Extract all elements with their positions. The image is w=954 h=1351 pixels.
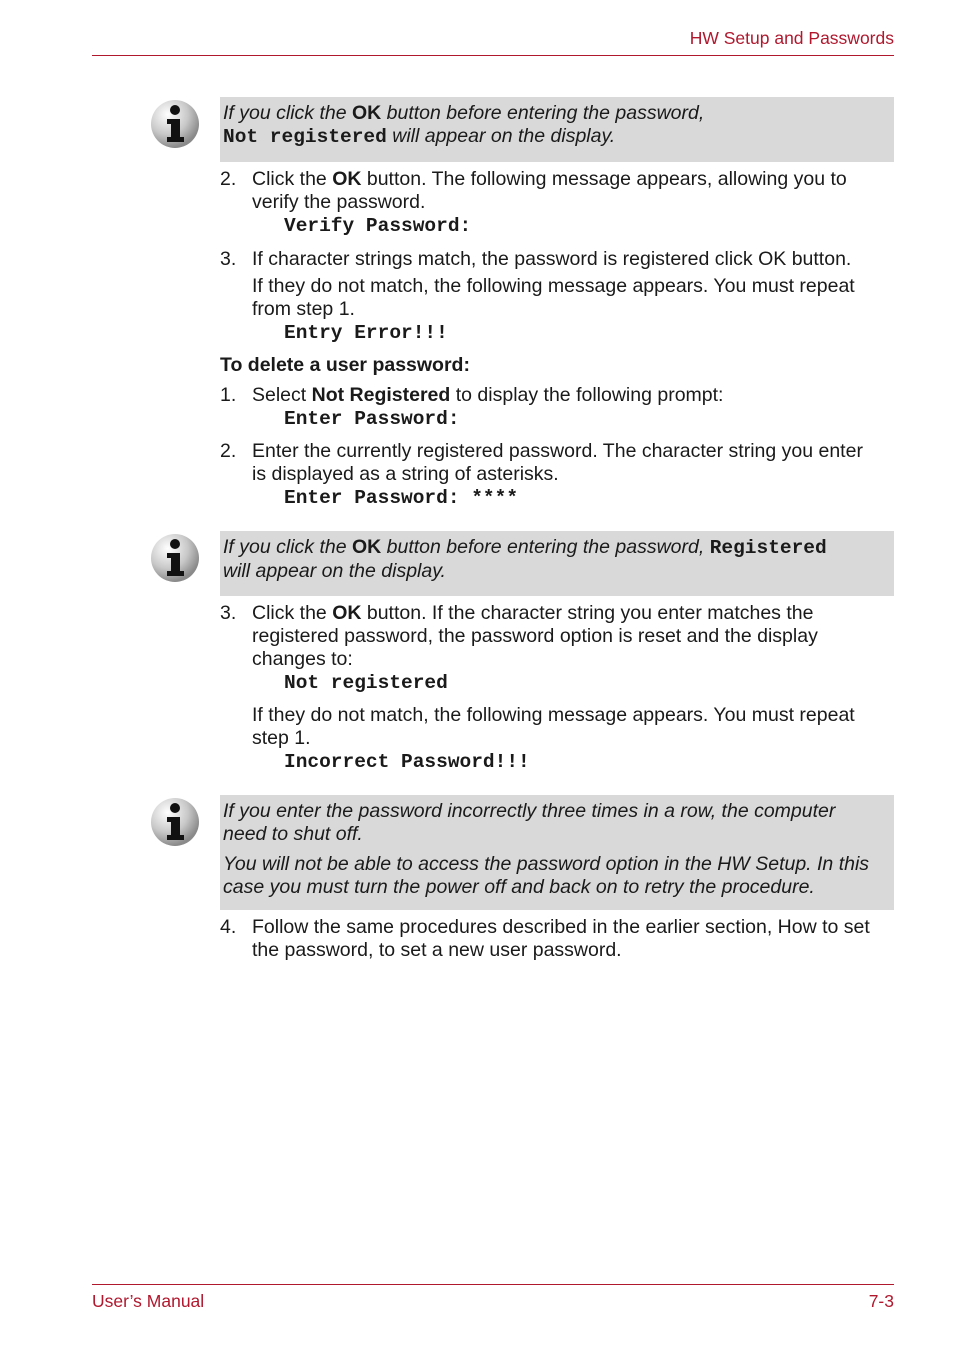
list-item-text: the password, to set a new user password. <box>252 939 622 961</box>
footer-manual-title: User’s Manual <box>92 1291 205 1311</box>
list-item-text: verify the password. <box>252 191 426 213</box>
running-header: HW Setup and Passwords <box>689 28 894 48</box>
footer-rule <box>92 1284 894 1285</box>
ok-label: OK <box>351 102 382 124</box>
list-item-text: is displayed as a string of asterisks. <box>252 463 559 485</box>
list-number: 3. <box>220 602 237 624</box>
text: Select <box>252 384 312 406</box>
list-item-text: step 1. <box>252 727 311 749</box>
bold-term: Not Registered <box>311 384 451 406</box>
list-item-text <box>252 168 892 191</box>
info-icon <box>150 99 200 149</box>
page-number: 7-3 <box>868 1291 894 1311</box>
list-item-text: registered password, the password option is reset and the display <box>252 625 818 647</box>
list-item-text: from step 1. <box>252 298 355 320</box>
code-line: Not registered <box>284 672 448 694</box>
list-item-text <box>252 384 892 407</box>
note-line: will appear on the display. <box>223 560 446 582</box>
info-icon <box>150 533 200 583</box>
text: Click the <box>252 168 333 190</box>
code-line: Incorrect Password!!! <box>284 751 530 773</box>
list-item-text: Follow the same procedures described in the earlier section, How to set <box>252 916 870 938</box>
ok-label: OK <box>332 168 362 190</box>
note-text: button before entering the password, <box>381 536 710 558</box>
note-line: case you must turn the power off and back on to retry the procedure. <box>223 876 815 898</box>
code-line: Enter Password: <box>284 408 460 430</box>
note-line <box>223 125 888 149</box>
header-rule <box>92 55 894 56</box>
list-number: 2. <box>220 168 237 190</box>
text: button. The following message appears, allowing you to <box>361 168 847 190</box>
note-text: button before entering the password, <box>381 102 705 124</box>
info-icon <box>150 797 200 847</box>
code-inline: Not registered <box>223 126 387 148</box>
note-box-2 <box>220 531 894 596</box>
note-box-3 <box>220 795 894 910</box>
note-line <box>223 536 888 560</box>
list-item-text: Enter the currently registered password. The character string you enter <box>252 440 863 462</box>
list-number: 2. <box>220 440 237 462</box>
list-item-text: If character strings match, the password is registered click OK button. <box>252 248 852 270</box>
note-box-1 <box>220 97 894 162</box>
note-text: will appear on the display. <box>386 125 616 147</box>
code-line: Entry Error!!! <box>284 322 448 344</box>
list-item-text: If they do not match, the following message appears. You must repeat <box>252 704 855 726</box>
code-line: Enter Password: **** <box>284 487 519 509</box>
code-inline: Registered <box>709 537 827 559</box>
note-text: If you click the <box>223 536 352 558</box>
note-line: You will not be able to access the password option in the HW Setup. In this <box>223 853 870 875</box>
note-line <box>223 102 888 125</box>
note-line: If you enter the password incorrectly three times in a row, the computer <box>223 800 836 822</box>
list-number: 4. <box>220 916 237 938</box>
section-heading: To delete a user password: <box>220 354 470 376</box>
note-line: need to shut off. <box>223 823 363 845</box>
list-number: 3. <box>220 248 237 270</box>
text: to display the following prompt: <box>450 384 724 406</box>
list-item-text: If they do not match, the following message appears. You must repeat <box>252 275 855 297</box>
ok-label: OK <box>351 536 382 558</box>
ok-label: OK <box>332 602 362 624</box>
code-line: Verify Password: <box>284 215 472 237</box>
note-text: If you click the <box>223 102 352 124</box>
list-item-text <box>252 602 892 625</box>
list-number: 1. <box>220 384 237 406</box>
text: button. If the character string you enter matches the <box>361 602 814 624</box>
text: Click the <box>252 602 333 624</box>
list-item-text: changes to: <box>252 648 353 670</box>
